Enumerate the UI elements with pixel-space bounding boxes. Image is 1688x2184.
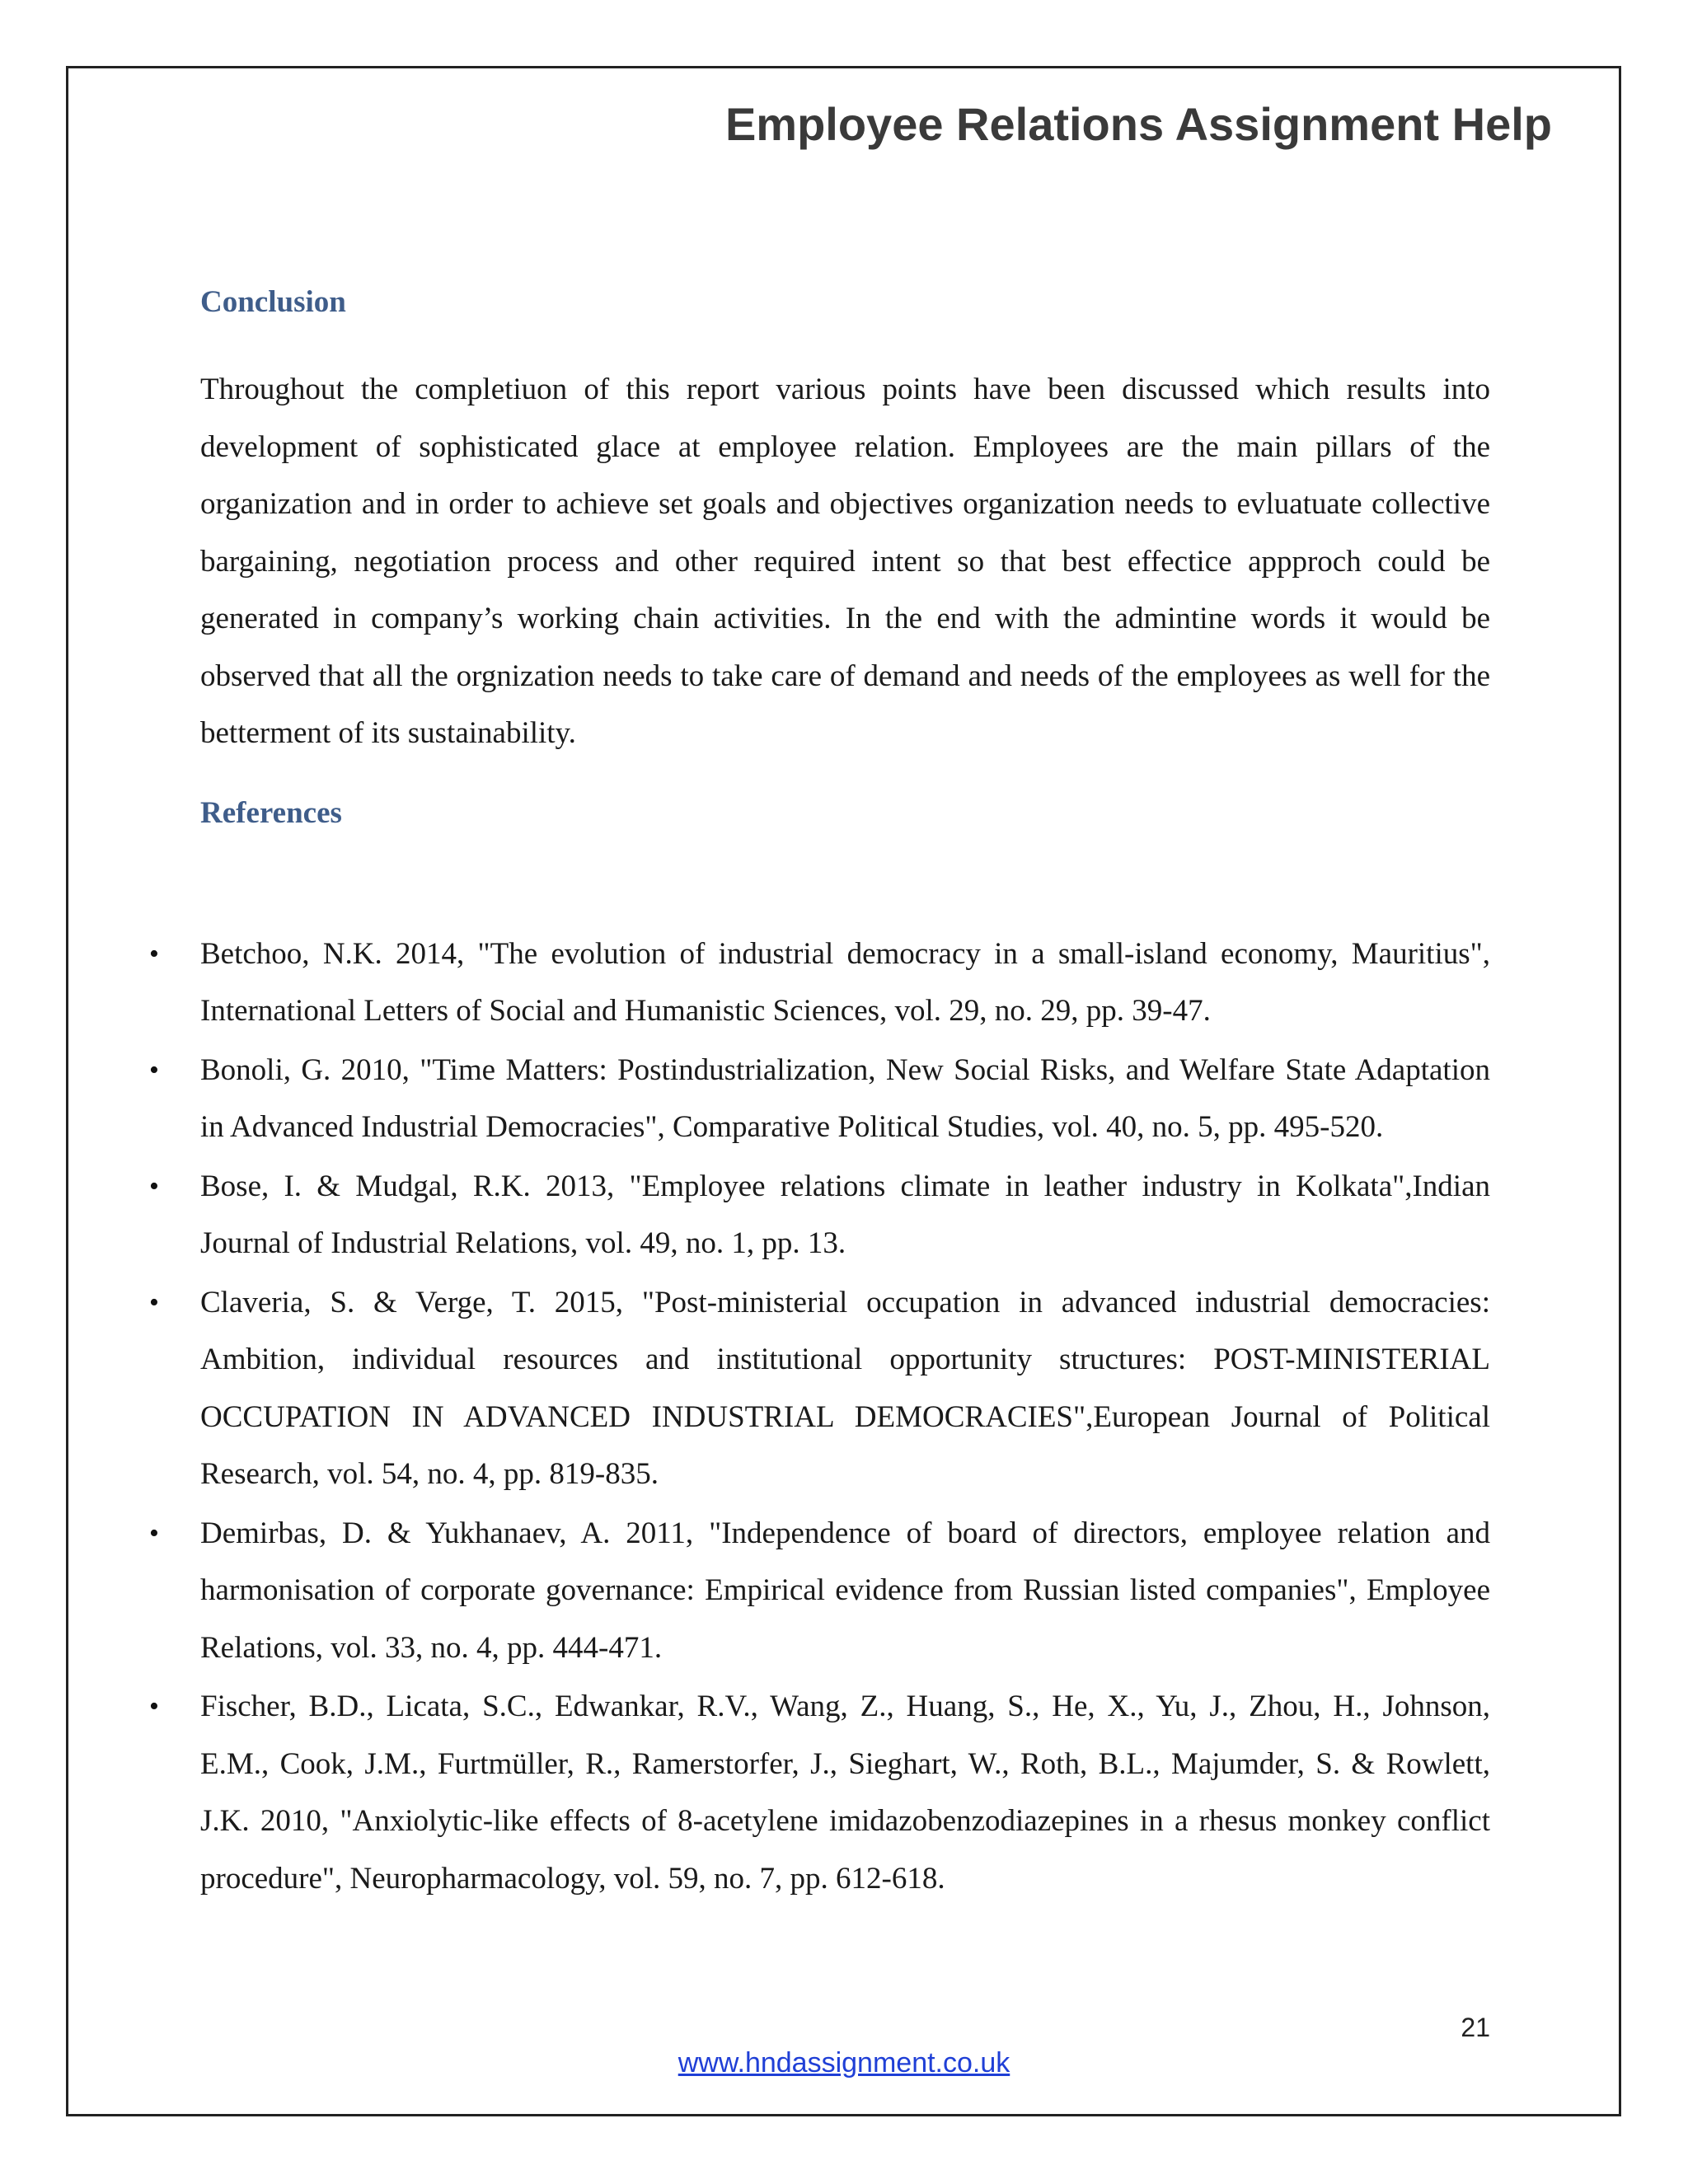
bullet-icon: • <box>149 1054 159 1085</box>
reference-text: Claveria, S. & Verge, T. 2015, "Post-ministerial occupation in advanced industrial democracies: Ambition, individual resources and institutional opportunity structures: POST-MINISTERIAL OCCUPATION IN ADVANCED INDUSTRIAL DEMOCRACIES",European Journal of Political Research, vol. 54, no. 4, pp. 819-835. <box>200 1285 1490 1491</box>
page-header-title: Employee Relations Assignment Help <box>724 98 1552 150</box>
reference-text: Betchoo, N.K. 2014, "The evolution of industrial democracy in a small-island economy, Mauritius", International Letters of Social and Humanistic Sciences, vol. 29, no. 29, pp. 39-47. <box>200 936 1490 1028</box>
references-heading: References <box>200 795 342 830</box>
reference-text: Fischer, B.D., Licata, S.C., Edwankar, R.V., Wang, Z., Huang, S., He, X., Yu, J., Zhou, H., Johnson, E.M., Cook, J.M., Furtmüller, R., Ramerstorfer, J., Sieghart, W., Roth, B.L., Majumder, S. & Rowlett, J.K. 2010, "Anxiolytic-like effects of 8-acetylene imidazobenzodiazepines in a rhesus monkey conflict procedure", Neuropharmacology, vol. 59, no. 7, pp. 612-618. <box>200 1690 1490 1896</box>
footer <box>0 2047 1688 2079</box>
bullet-icon: • <box>149 1286 159 1318</box>
bullet-icon: • <box>149 1517 159 1549</box>
reference-item-claveria <box>149 1274 1490 1503</box>
reference-item-demirbas <box>149 1505 1490 1677</box>
reference-item-betchoo <box>149 926 1490 1040</box>
reference-item-fischer <box>149 1678 1490 1907</box>
reference-text: Bose, I. & Mudgal, R.K. 2013, "Employee relations climate in leather industry in Kolkata",Indian Journal of Industrial Relations, vol. 49, no. 1, pp. 13. <box>200 1169 1490 1260</box>
conclusion-heading: Conclusion <box>200 285 346 319</box>
document-content <box>149 284 1490 1909</box>
page-number: 21 <box>1461 2013 1490 2042</box>
bullet-icon: • <box>149 1170 159 1202</box>
reference-list <box>149 926 1490 1908</box>
website-link[interactable]: www.hndassignment.co.uk <box>678 2047 1010 2079</box>
bullet-icon: • <box>149 1691 159 1722</box>
bullet-icon: • <box>149 938 159 969</box>
reference-item-bose <box>149 1158 1490 1272</box>
reference-text: Demirbas, D. & Yukhanaev, A. 2011, "Independence of board of directors, employee relation and harmonisation of corporate governance: Empirical evidence from Russian listed companies", Employee Relations, vol. 33, no. 4, pp. 444-471. <box>200 1516 1490 1665</box>
reference-text: Bonoli, G. 2010, "Time Matters: Postindustrialization, New Social Risks, and Welfare State Adaptation in Advanced Industrial Democracies", Comparative Political Studies, vol. 40, no. 5, pp. 495-520. <box>200 1052 1490 1144</box>
reference-item-bonoli <box>149 1042 1490 1156</box>
conclusion-paragraph: Throughout the completiuon of this report various points have been discussed which results into development of sophisticated glace at employee relation. Employees are the main pillars of the organization and in order to achieve set goals and objectives organization needs to evluatuate collective bargaining, negotiation process and other required intent so that best effectice appproch could be generated in company’s working chain activities. In the end with the admintine words it would be observed that all the orgnization needs to take care of demand and needs of the employees as well for the betterment of its sustainability. <box>200 373 1490 750</box>
